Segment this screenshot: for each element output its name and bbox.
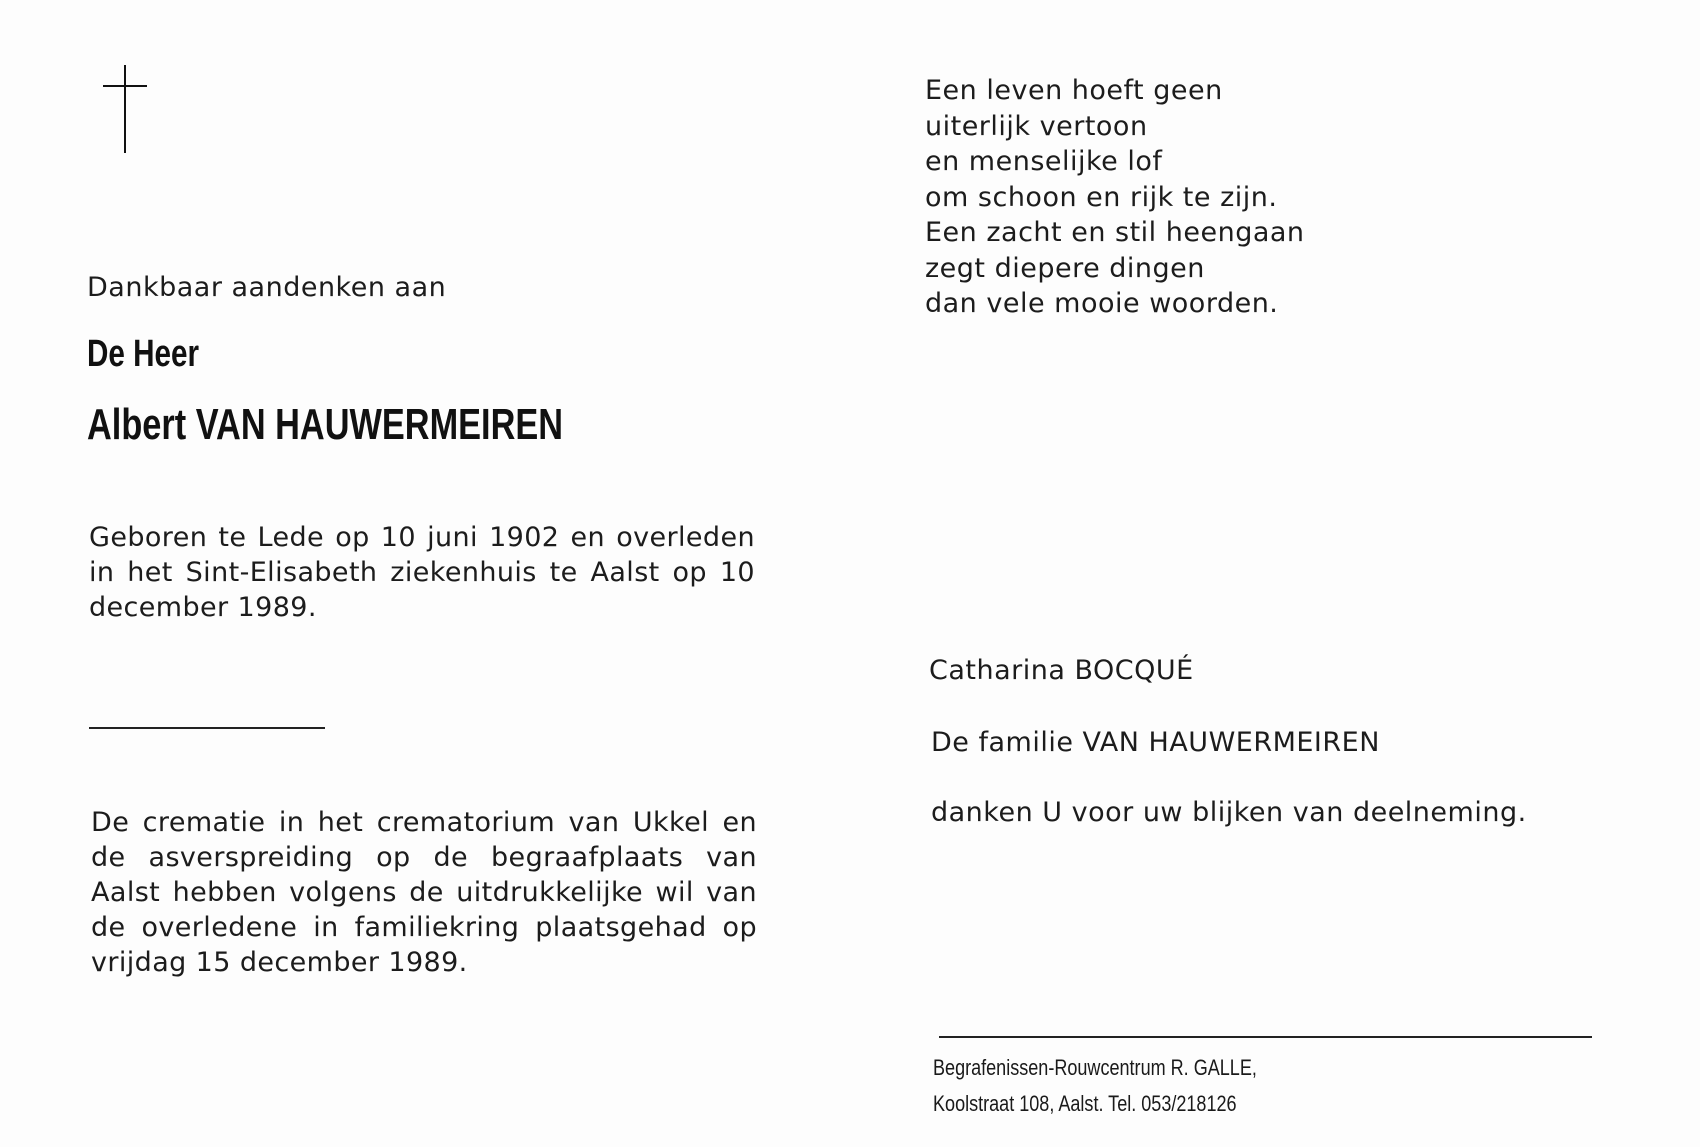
poem-line: Een leven hoeft geen [925,75,1223,106]
signatory-family: De familie VAN HAUWERMEIREN [931,727,1380,758]
honorific-title: De Heer [87,333,200,375]
cross-vertical-bar [124,65,126,153]
signatory-widow: Catharina BOCQUÉ [929,655,1194,686]
poem-line: Een zacht en stil heengaan [925,217,1305,248]
divider-line-left [89,727,325,729]
deceased-name: Albert VAN HAUWERMEIREN [87,400,564,449]
poem-line: en menselijke lof [925,146,1163,177]
poem-line: zegt diepere dingen [925,252,1205,284]
cremation-paragraph: De crematie in het crematorium van Ukkel en de asverspreiding op de begraafplaats van Aalst hebben volgens de uitdrukkelijke wil van de overledene in familiekring plaatsgehad op vrijdag 15 december 1989. [91,807,757,978]
cross-horizontal-bar [103,85,147,87]
poem-line: dan vele mooie woorden. [925,288,1279,319]
poem-line: uiterlijk vertoon [925,110,1148,142]
poem-line: om schoon en rijk te zijn. [925,181,1278,213]
birth-death-paragraph: Geboren te Lede op 10 juni 1902 en overleden in het Sint-Elisabeth ziekenhuis te Aalst op 10 december 1989. [89,522,755,623]
poem [925,73,1305,322]
funeral-home-name: Begrafenissen-Rouwcentrum R. GALLE, [933,1055,1257,1080]
cross-icon [103,65,147,153]
thanks-text: danken U voor uw blijken van deelneming. [931,797,1527,828]
funeral-home-address: Koolstraat 108, Aalst. Tel. 053/218126 [933,1091,1237,1116]
intro-text: Dankbaar aandenken aan [87,272,447,303]
divider-line-right [939,1036,1592,1038]
